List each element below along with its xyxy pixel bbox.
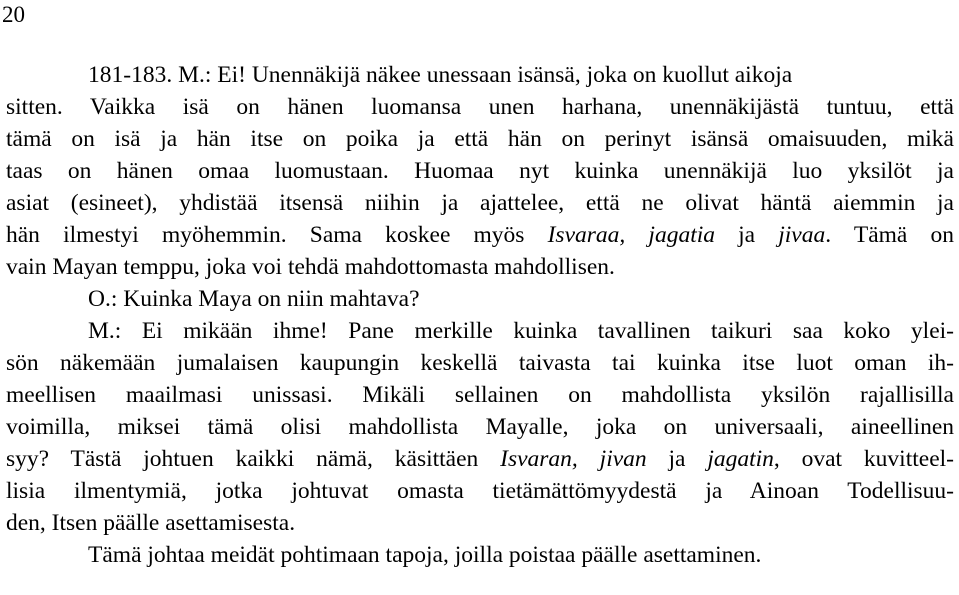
italic-term: Isvaran, jivan xyxy=(500,446,647,472)
text-line xyxy=(88,284,954,314)
text-line xyxy=(88,60,954,90)
text-line xyxy=(6,508,954,538)
text-line xyxy=(6,220,954,250)
text-run: voimilla, miksei tämä olisi mahdollista Mayalle, joka on universaali, aineellinen xyxy=(6,414,954,440)
text-line xyxy=(6,92,954,122)
italic-term: Isvaraa, jagatia xyxy=(547,222,715,248)
text-line xyxy=(88,540,954,570)
text-line xyxy=(6,124,954,154)
text-run: syy? Tästä johtuen kaikki nämä, käsittäen xyxy=(6,446,501,472)
text-run: asiat (esineet), yhdistää itsensä niihin ja ajattelee, että ne olivat häntä aiemmin ja xyxy=(6,190,954,216)
text-run: sön näkemään jumalaisen kaupungin keskellä taivasta tai kuinka itse luot oman ih- xyxy=(6,350,954,376)
page-number: 20 xyxy=(2,2,25,27)
text-line xyxy=(6,380,954,410)
text-run: ja xyxy=(715,222,779,248)
text-run: , ovat kuvitteel- xyxy=(773,446,954,472)
text-run: M.: Ei mikään ihme! Pane merkille kuinka tavallinen taikuri saa koko ylei- xyxy=(88,318,954,344)
text-run: ja xyxy=(646,446,708,472)
italic-term: jagatin xyxy=(707,446,774,472)
text-run: sitten. Vaikka isä on hänen luomansa unen harhana, unennäkijästä tuntuu, että xyxy=(6,94,954,120)
text-line xyxy=(6,156,954,186)
text-run: taas on hänen omaa luomustaan. Huomaa nyt kuinka unennäkijä luo yksilöt ja xyxy=(6,158,954,184)
text-line xyxy=(6,188,954,218)
text-line xyxy=(6,444,954,474)
text-line xyxy=(88,316,954,346)
text-run: meellisen maailmasi unissasi. Mikäli sellainen on mahdollista yksilön rajallisilla xyxy=(6,382,954,408)
text-line xyxy=(6,476,954,506)
text-line xyxy=(6,252,954,282)
text-line xyxy=(6,348,954,378)
text-run: vain Mayan temppu, joka voi tehdä mahdottomasta mahdollisen. xyxy=(6,254,615,280)
text-run: lisia ilmentymiä, jotka johtuvat omasta tietämättömyydestä ja Ainoan Todellisuu- xyxy=(6,478,954,504)
text-line xyxy=(6,412,954,442)
text-run: O.: Kuinka Maya on niin mahtava? xyxy=(88,286,420,312)
italic-term: jivaa xyxy=(778,222,826,248)
text-run: 181-183. M.: Ei! Unennäkijä näkee unessaan isänsä, joka on kuollut aikoja xyxy=(88,62,793,88)
text-run: hän ilmestyi myöhemmin. Sama koskee myös xyxy=(6,222,548,248)
text-run: . Tämä on xyxy=(825,222,954,248)
text-run: tämä on isä ja hän itse on poika ja että hän on perinyt isänsä omaisuuden, mikä xyxy=(6,126,954,152)
text-run: Tämä johtaa meidät pohtimaan tapoja, joilla poistaa päälle asettaminen. xyxy=(88,542,762,568)
text-run: den, Itsen päälle asettamisesta. xyxy=(6,510,296,536)
